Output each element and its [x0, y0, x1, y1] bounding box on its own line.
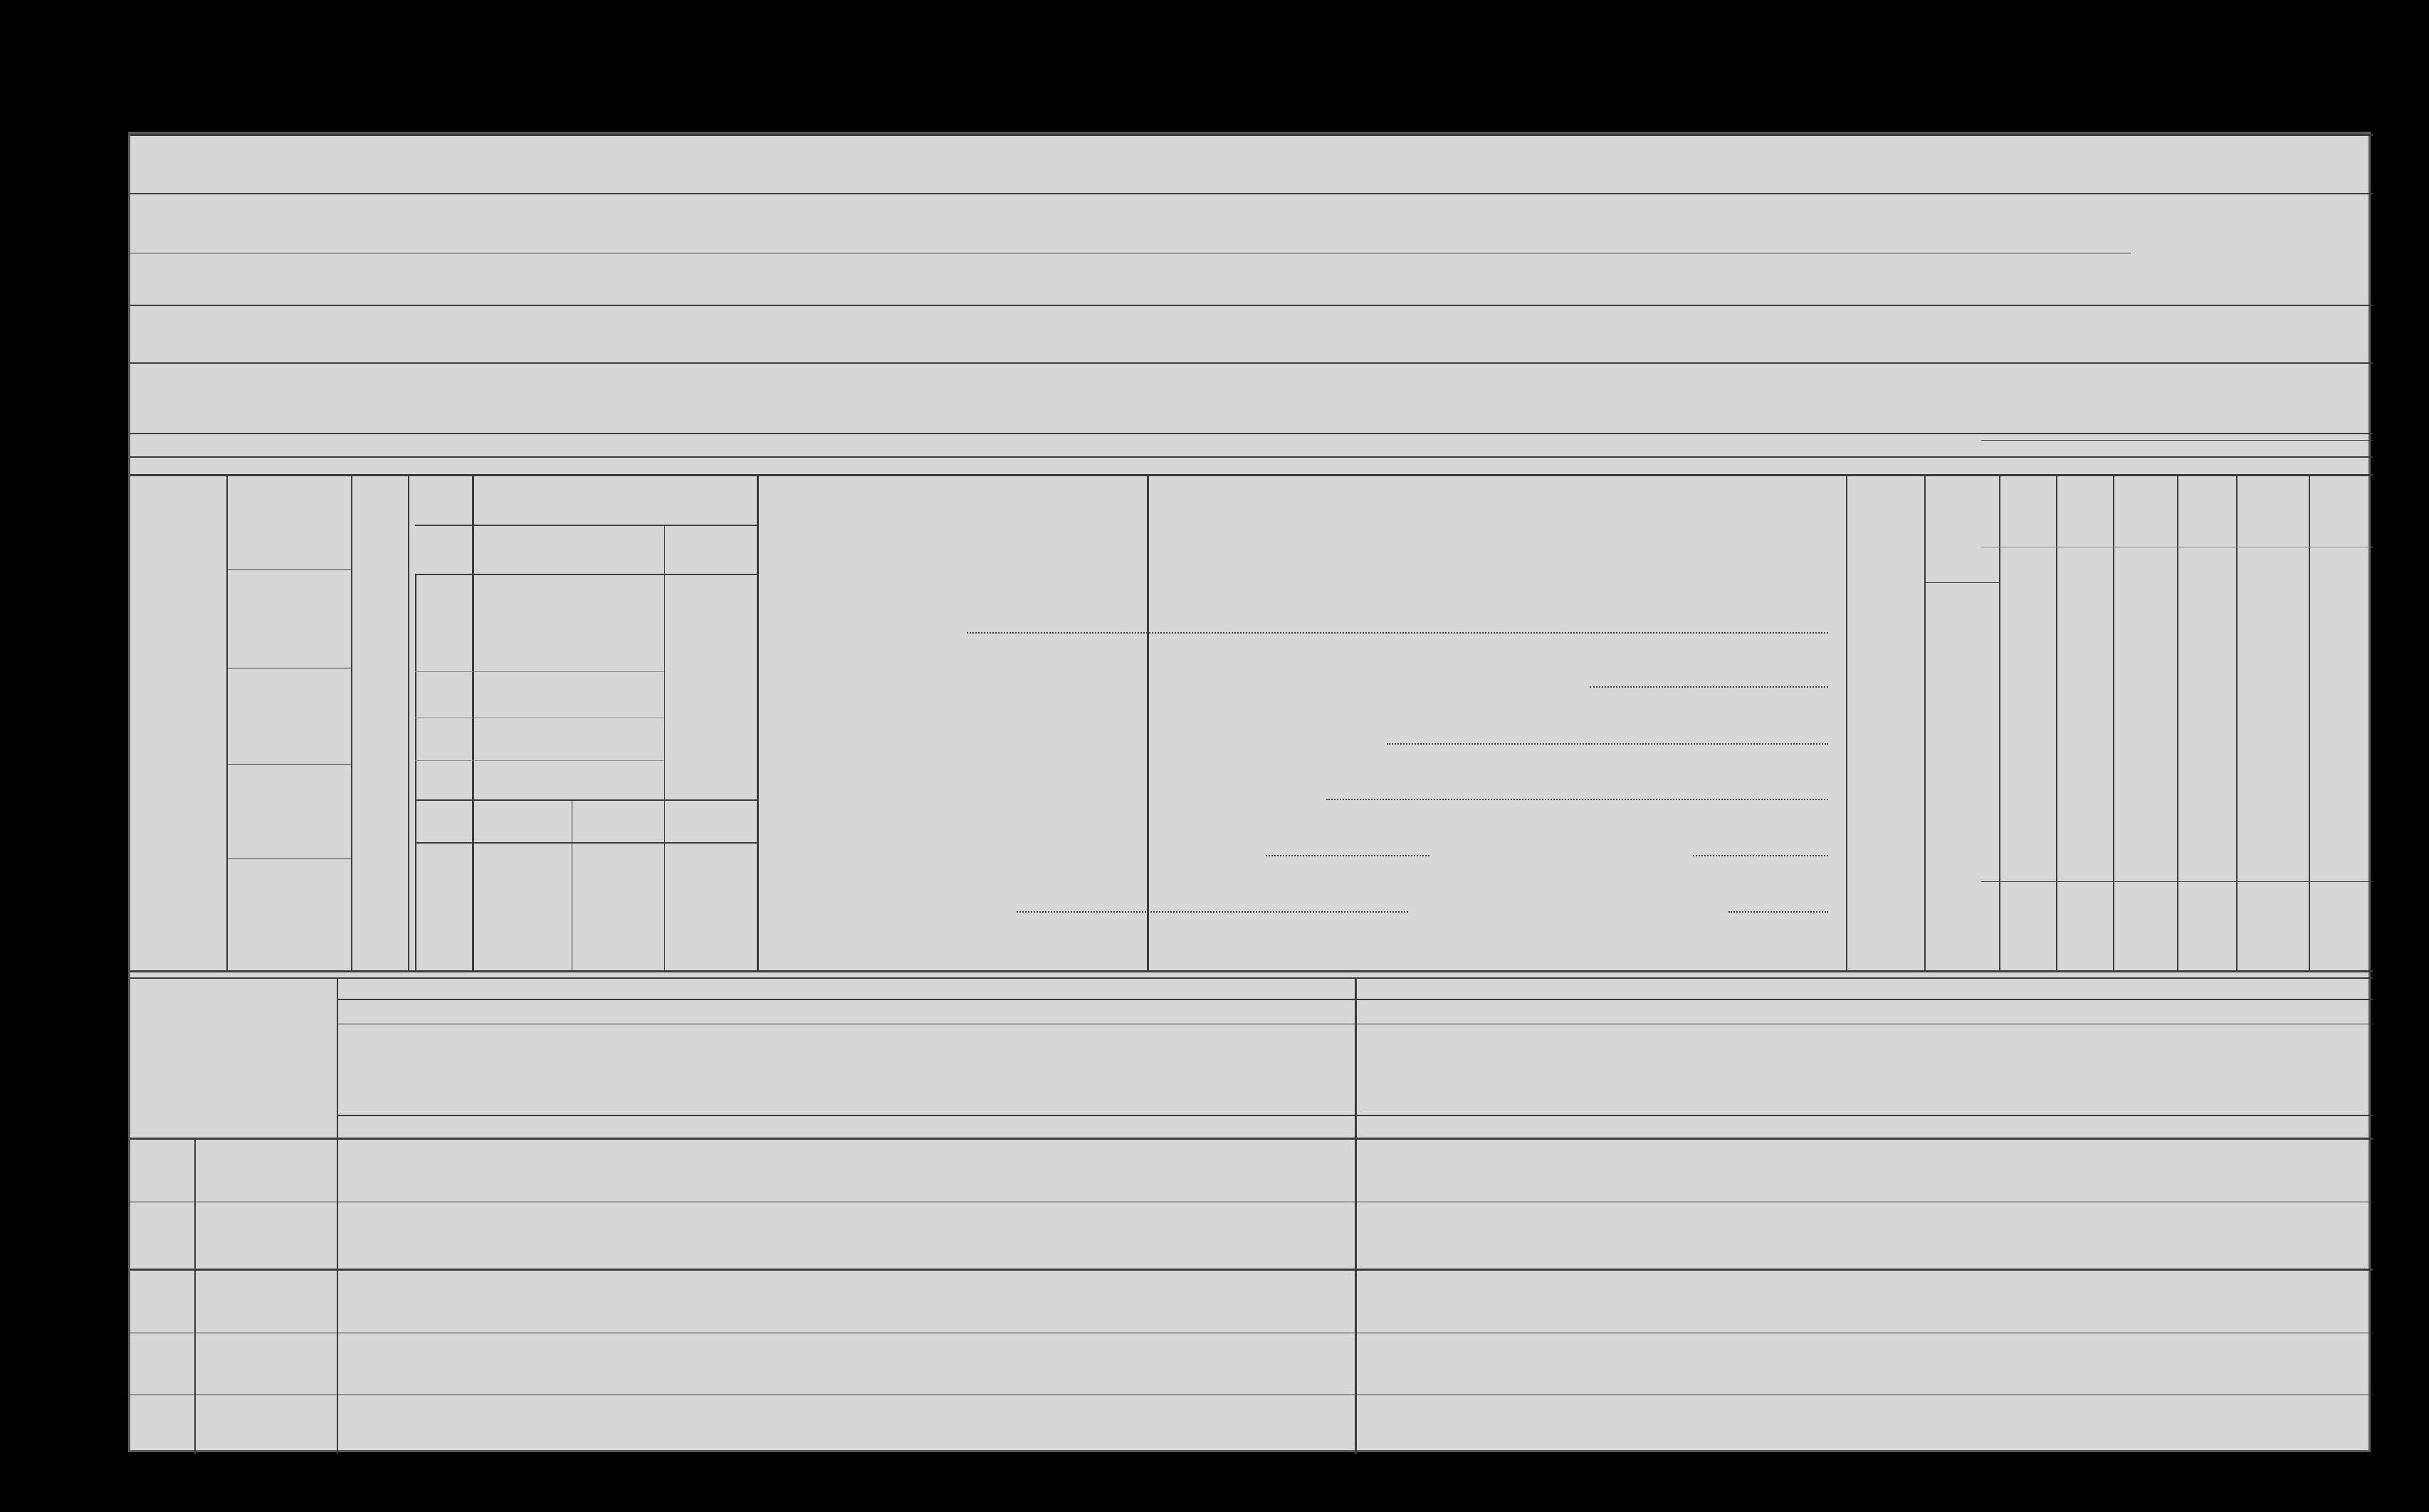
census-card	[128, 132, 2371, 1452]
workers-vertical-label	[504, 443, 547, 942]
nadel-vertical-label	[153, 1141, 182, 1269]
population-vertical-label	[1852, 490, 1880, 945]
nenadel-vertical-label	[148, 1276, 177, 1383]
